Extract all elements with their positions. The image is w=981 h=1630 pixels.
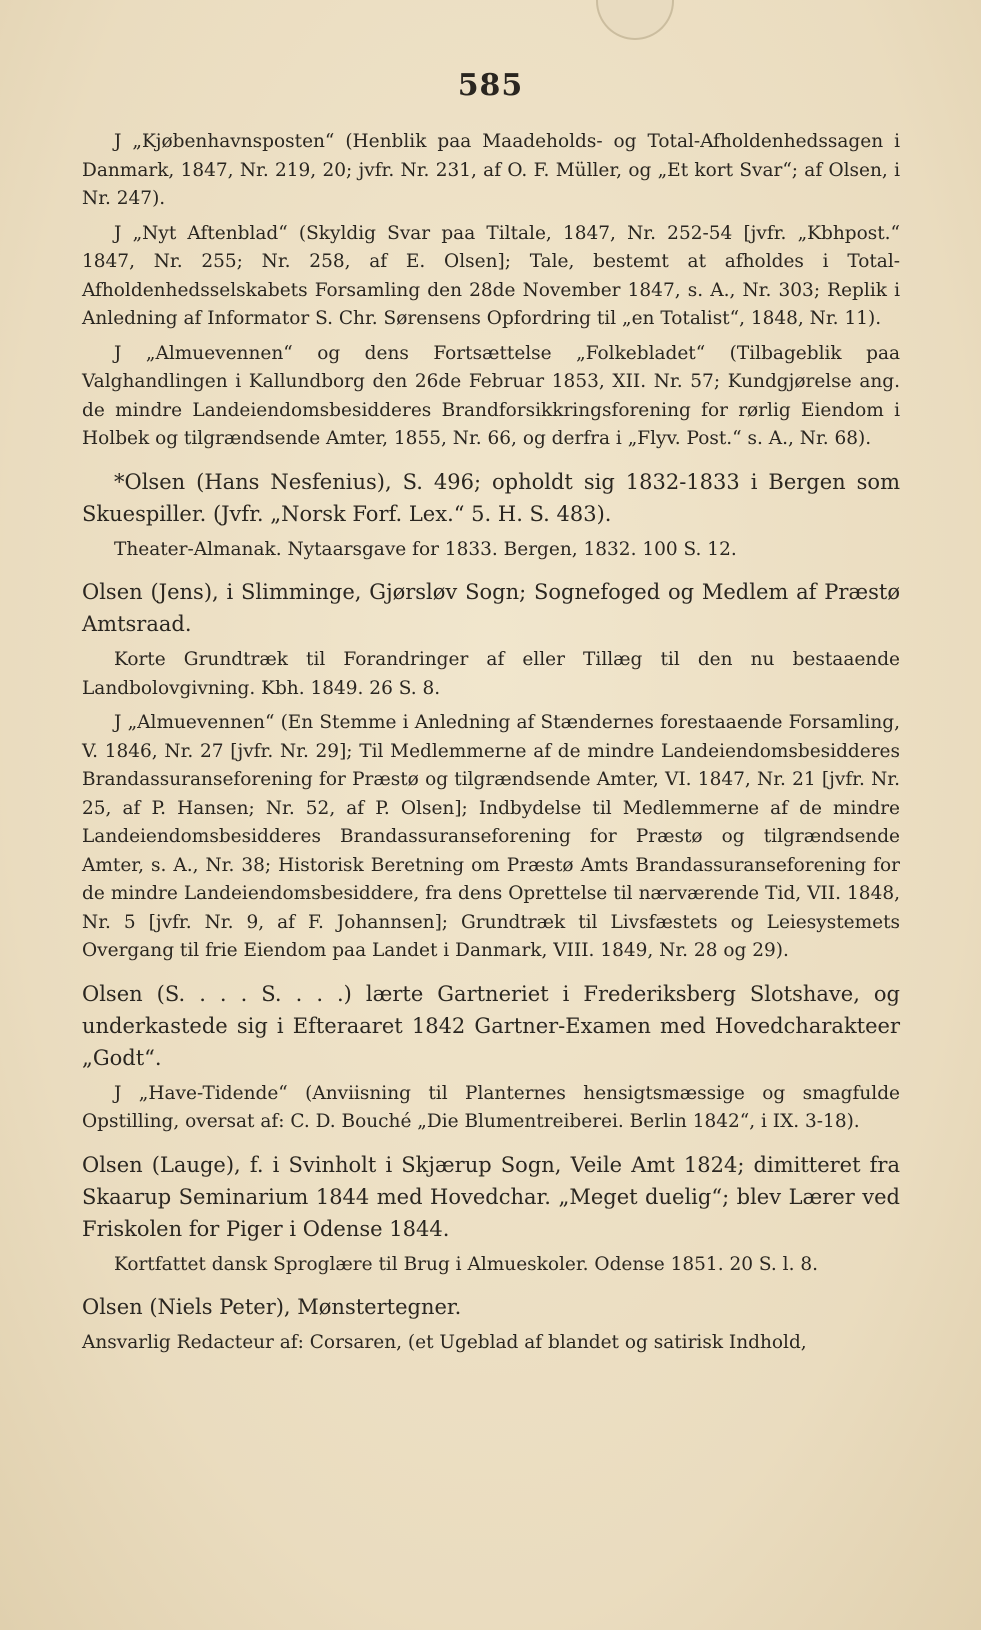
entry-olsen-niels-peter: Olsen (Niels Peter), Mønstertegner. bbox=[82, 1295, 462, 1319]
page-fold-mark bbox=[596, 0, 674, 40]
paragraph-have-tidende: J „Have-Tidende“ (Anviisning til Planternes hensigtsmæssige og smagfulde Opstilling, oversat af: C. D. Bouché „Die Blumentreiberei. Berlin 1842“, i IX. 3-18). bbox=[82, 1082, 900, 1132]
entry-olsen-jens: Olsen (Jens), i Slimminge, Gjørsløv Sogn; Sognefoged og Medlem af Præstø Amtsraad. bbox=[82, 580, 900, 636]
page-number: 585 bbox=[457, 68, 524, 103]
entry-olsen-s: Olsen (S. . . . S. . . .) lærte Gartneriet i Frederiksberg Slotshave, og underkastede sig i Efteraaret 1842 Gartner-Examen med Hovedcharakteer „Godt“. bbox=[82, 981, 900, 1070]
paragraph-corsaren: Ansvarlig Redacteur af: Corsaren, (et Ugeblad af blandet og satirisk Indhold, bbox=[82, 1332, 807, 1353]
work-theater-almanak: Theater-Almanak. Nytaarsgave for 1833. Bergen, 1832. 100 S. 12. bbox=[114, 538, 737, 560]
page-body bbox=[82, 128, 900, 1358]
entry-olsen-hans-nesfenius: *Olsen (Hans Nesfenius), S. 496; opholdt sig 1832-1833 i Bergen som Skuespiller. (Jvfr. „Norsk Forf. Lex.“ 5. H. S. 483). bbox=[82, 469, 900, 526]
paragraph-kjobenhavnsposten: J „Kjøbenhavnsposten“ (Henblik paa Maadeholds- og Total-Afholdenhedssagen i Danmark, 1847, Nr. 219, 20; jvfr. Nr. 231, af O. F. Müller, og „Et kort Svar“; af Olsen, i Nr. 247). bbox=[82, 131, 900, 209]
entry-olsen-lauge: Olsen (Lauge), f. i Svinholt i Skjærup Sogn, Veile Amt 1824; dimitteret fra Skaarup Seminarium 1844 med Hovedchar. „Meget duelig“; blev Lærer ved Friskolen for Piger i Odense 1844. bbox=[82, 1152, 900, 1241]
work-korte-grundtraek: Korte Grundtræk til Forandringer af eller Tillæg til den nu bestaaende Landbolovgivning. Kbh. 1849. 26 S. 8. bbox=[82, 649, 900, 699]
paragraph-almuevennen-jens: J „Almuevennen“ (En Stemme i Anledning af Stændernes forestaaende Forsamling, V. 1846, Nr. 27 [jvfr. Nr. 29]; Til Medlemmerne af de mindre Landeiendomsbesidderes Brandassuranseforening for Præstø og tilgrændsende Amter, VI. 1847, Nr. 21 [jvfr. Nr. 25, af P. Hansen; Nr. 52, af P. Olsen]; Indbydelse til Medlemmerne af de mindre Landeiendomsbesidderes Brandassuranseforening for Præstø og tilgrændsende Amter, s. A., Nr. 38; Historisk Beretning om Præstø Amts Brandassuranseforening for de mindre Landeiendomsbesiddere, fra dens Oprettelse til nærværende Tid, VII. 1848, Nr. 5 [jvfr. Nr. 9, af F. Johannsen]; Grundtræk til Livsfæstets og Leiesystemets Overgang til frie Eiendom paa Landet i Danmark, VIII. 1849, Nr. 28 og 29). bbox=[82, 712, 900, 961]
paragraph-nyt-aftenblad: J „Nyt Aftenblad“ (Skyldig Svar paa Tiltale, 1847, Nr. 252-54 [jvfr. „Kbhpost.“ 1847, Nr. 255; Nr. 258, af E. Olsen]; Tale, bestemt at afholdes i Total-Afholdenhedsselskabets Forsamling den 28de November 1847, s. A., Nr. 303; Replik i Anledning af Informator S. Chr. Sørensens Opfordring til „en Totalist“, 1848, Nr. 11). bbox=[82, 222, 900, 329]
work-kortfattet-dansk-sproglaere: Kortfattet dansk Sproglære til Brug i Almueskoler. Odense 1851. 20 S. l. 8. bbox=[114, 1253, 818, 1275]
paragraph-almuevennen-folkebladet: J „Almuevennen“ og dens Fortsættelse „Folkebladet“ (Tilbageblik paa Valghandlingen i Kallundborg den 26de Februar 1853, XII. Nr. 57; Kundgjørelse ang. de mindre Landeiendomsbesidderes Brandforsikkringsforening for rørlig Eiendom i Holbek og tilgrændsende Amter, 1855, Nr. 66, og derfra i „Flyv. Post.“ s. A., Nr. 68). bbox=[82, 342, 900, 449]
